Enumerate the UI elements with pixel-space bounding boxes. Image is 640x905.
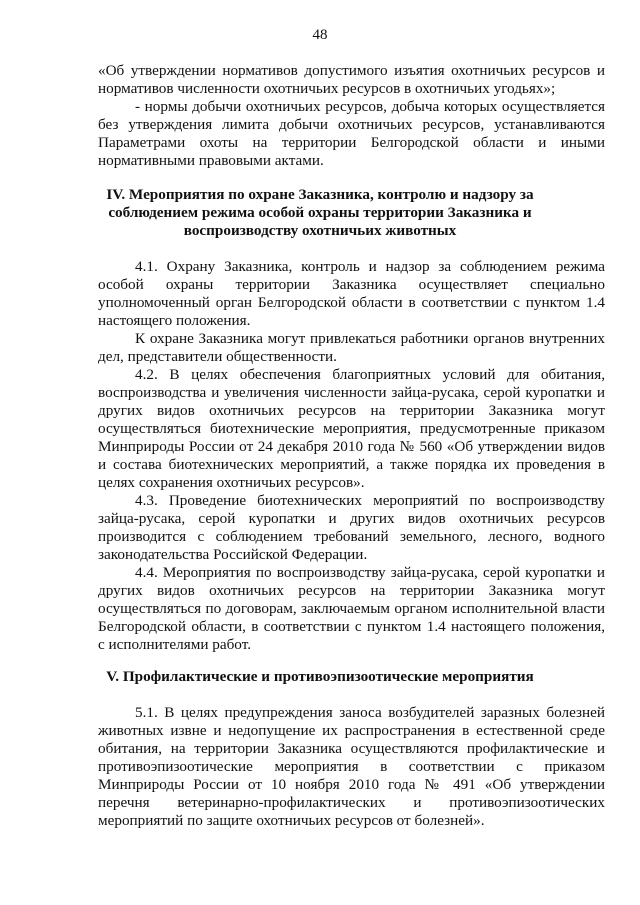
text-line: осуществляться биотехнические мероприятия, предусмотренные приказом xyxy=(98,420,605,437)
text-line: 4.4. Мероприятия по воспроизводству зайца-русака, серой куропатки и xyxy=(135,564,605,581)
text-line: Минприроды России от 10 ноября 2010 года № 491 «Об утверждении xyxy=(98,776,605,793)
text-line: нормативов численности охотничьих ресурсов в охотничьих угодьях»; xyxy=(98,80,556,97)
text-line: перечня ветеринарно-профилактических и противоэпизоотических xyxy=(98,794,605,811)
text-line: осуществляться по договорам, заключаемым органом исполнительной власти xyxy=(98,600,605,617)
section-heading-v: V. Профилактические и противоэпизоотические мероприятия xyxy=(106,668,534,685)
text-line: 5.1. В целях предупреждения заноса возбудителей заразных болезней xyxy=(135,704,605,721)
text-line: целях сохранения охотничьих ресурсов». xyxy=(98,474,365,491)
text-line: 4.2. В целях обеспечения благоприятных условий для обитания, xyxy=(135,366,605,383)
text-line: других видов охотничьих ресурсов на территории Заказника могут xyxy=(98,402,605,419)
text-line: Параметрами охоты на территории Белгородской области и иными xyxy=(98,134,605,151)
text-line: нормативными правовыми актами. xyxy=(98,152,324,169)
text-line: - нормы добычи охотничьих ресурсов, добыча которых осуществляется xyxy=(135,98,605,115)
text-line: обитания, на территории Заказника осуществляются профилактические и xyxy=(98,740,605,757)
text-line: К охране Заказника могут привлекаться работники органов внутренних xyxy=(135,330,605,347)
text-line: дел, представители общественности. xyxy=(98,348,337,365)
text-line: настоящего положения. xyxy=(98,312,251,329)
section-heading-iv: IV. Мероприятия по охране Заказника, контролю и надзору за xyxy=(106,186,534,203)
text-line: Минприроды России от 24 декабря 2010 года № 560 «Об утверждении видов xyxy=(98,438,605,455)
section-heading-iv: воспроизводству охотничьих животных xyxy=(183,222,457,239)
text-line: воспроизводства и увеличения численности зайца-русака, серой куропатки и xyxy=(98,384,605,401)
text-line: законодательства Российской Федерации. xyxy=(98,546,368,563)
section-heading-iv: соблюдением режима особой охраны территории Заказника и xyxy=(108,204,532,221)
text-line: противоэпизоотические мероприятия в соответствии с приказом xyxy=(98,758,605,775)
text-line: других видов охотничьих ресурсов на территории Заказника могут xyxy=(98,582,605,599)
page-number: 48 xyxy=(312,27,328,43)
text-line: уполномоченный орган Белгородской области в соответствии с пунктом 1.4 xyxy=(98,294,605,311)
text-line: животных извне и недопущение их распространения в естественной среде xyxy=(98,722,605,739)
text-line: без утверждения лимита добычи охотничьих ресурсов, устанавливаются xyxy=(98,116,605,133)
text-line: 4.3. Проведение биотехнических мероприятий по воспроизводству xyxy=(135,492,605,509)
text-line: Белгородской области, в соответствии с пунктом 1.4 настоящего положения, xyxy=(98,618,605,635)
text-line: с исполнителями работ. xyxy=(98,636,251,653)
text-line: и состава биотехнических мероприятий, а также порядка их проведения в xyxy=(98,456,605,473)
text-line: особой охраны территории Заказника осуществляет специально xyxy=(98,276,605,293)
text-line: производится с соблюдением требований земельного, лесного, водного xyxy=(98,528,605,545)
text-line: «Об утверждении нормативов допустимого изъятия охотничьих ресурсов и xyxy=(98,62,605,79)
text-line: 4.1. Охрану Заказника, контроль и надзор за соблюдением режима xyxy=(135,258,605,275)
text-line: мероприятий по защите охотничьих ресурсов от болезней». xyxy=(98,812,485,829)
text-line: зайца-русака, серой куропатки и других видов охотничьих ресурсов xyxy=(98,510,605,527)
